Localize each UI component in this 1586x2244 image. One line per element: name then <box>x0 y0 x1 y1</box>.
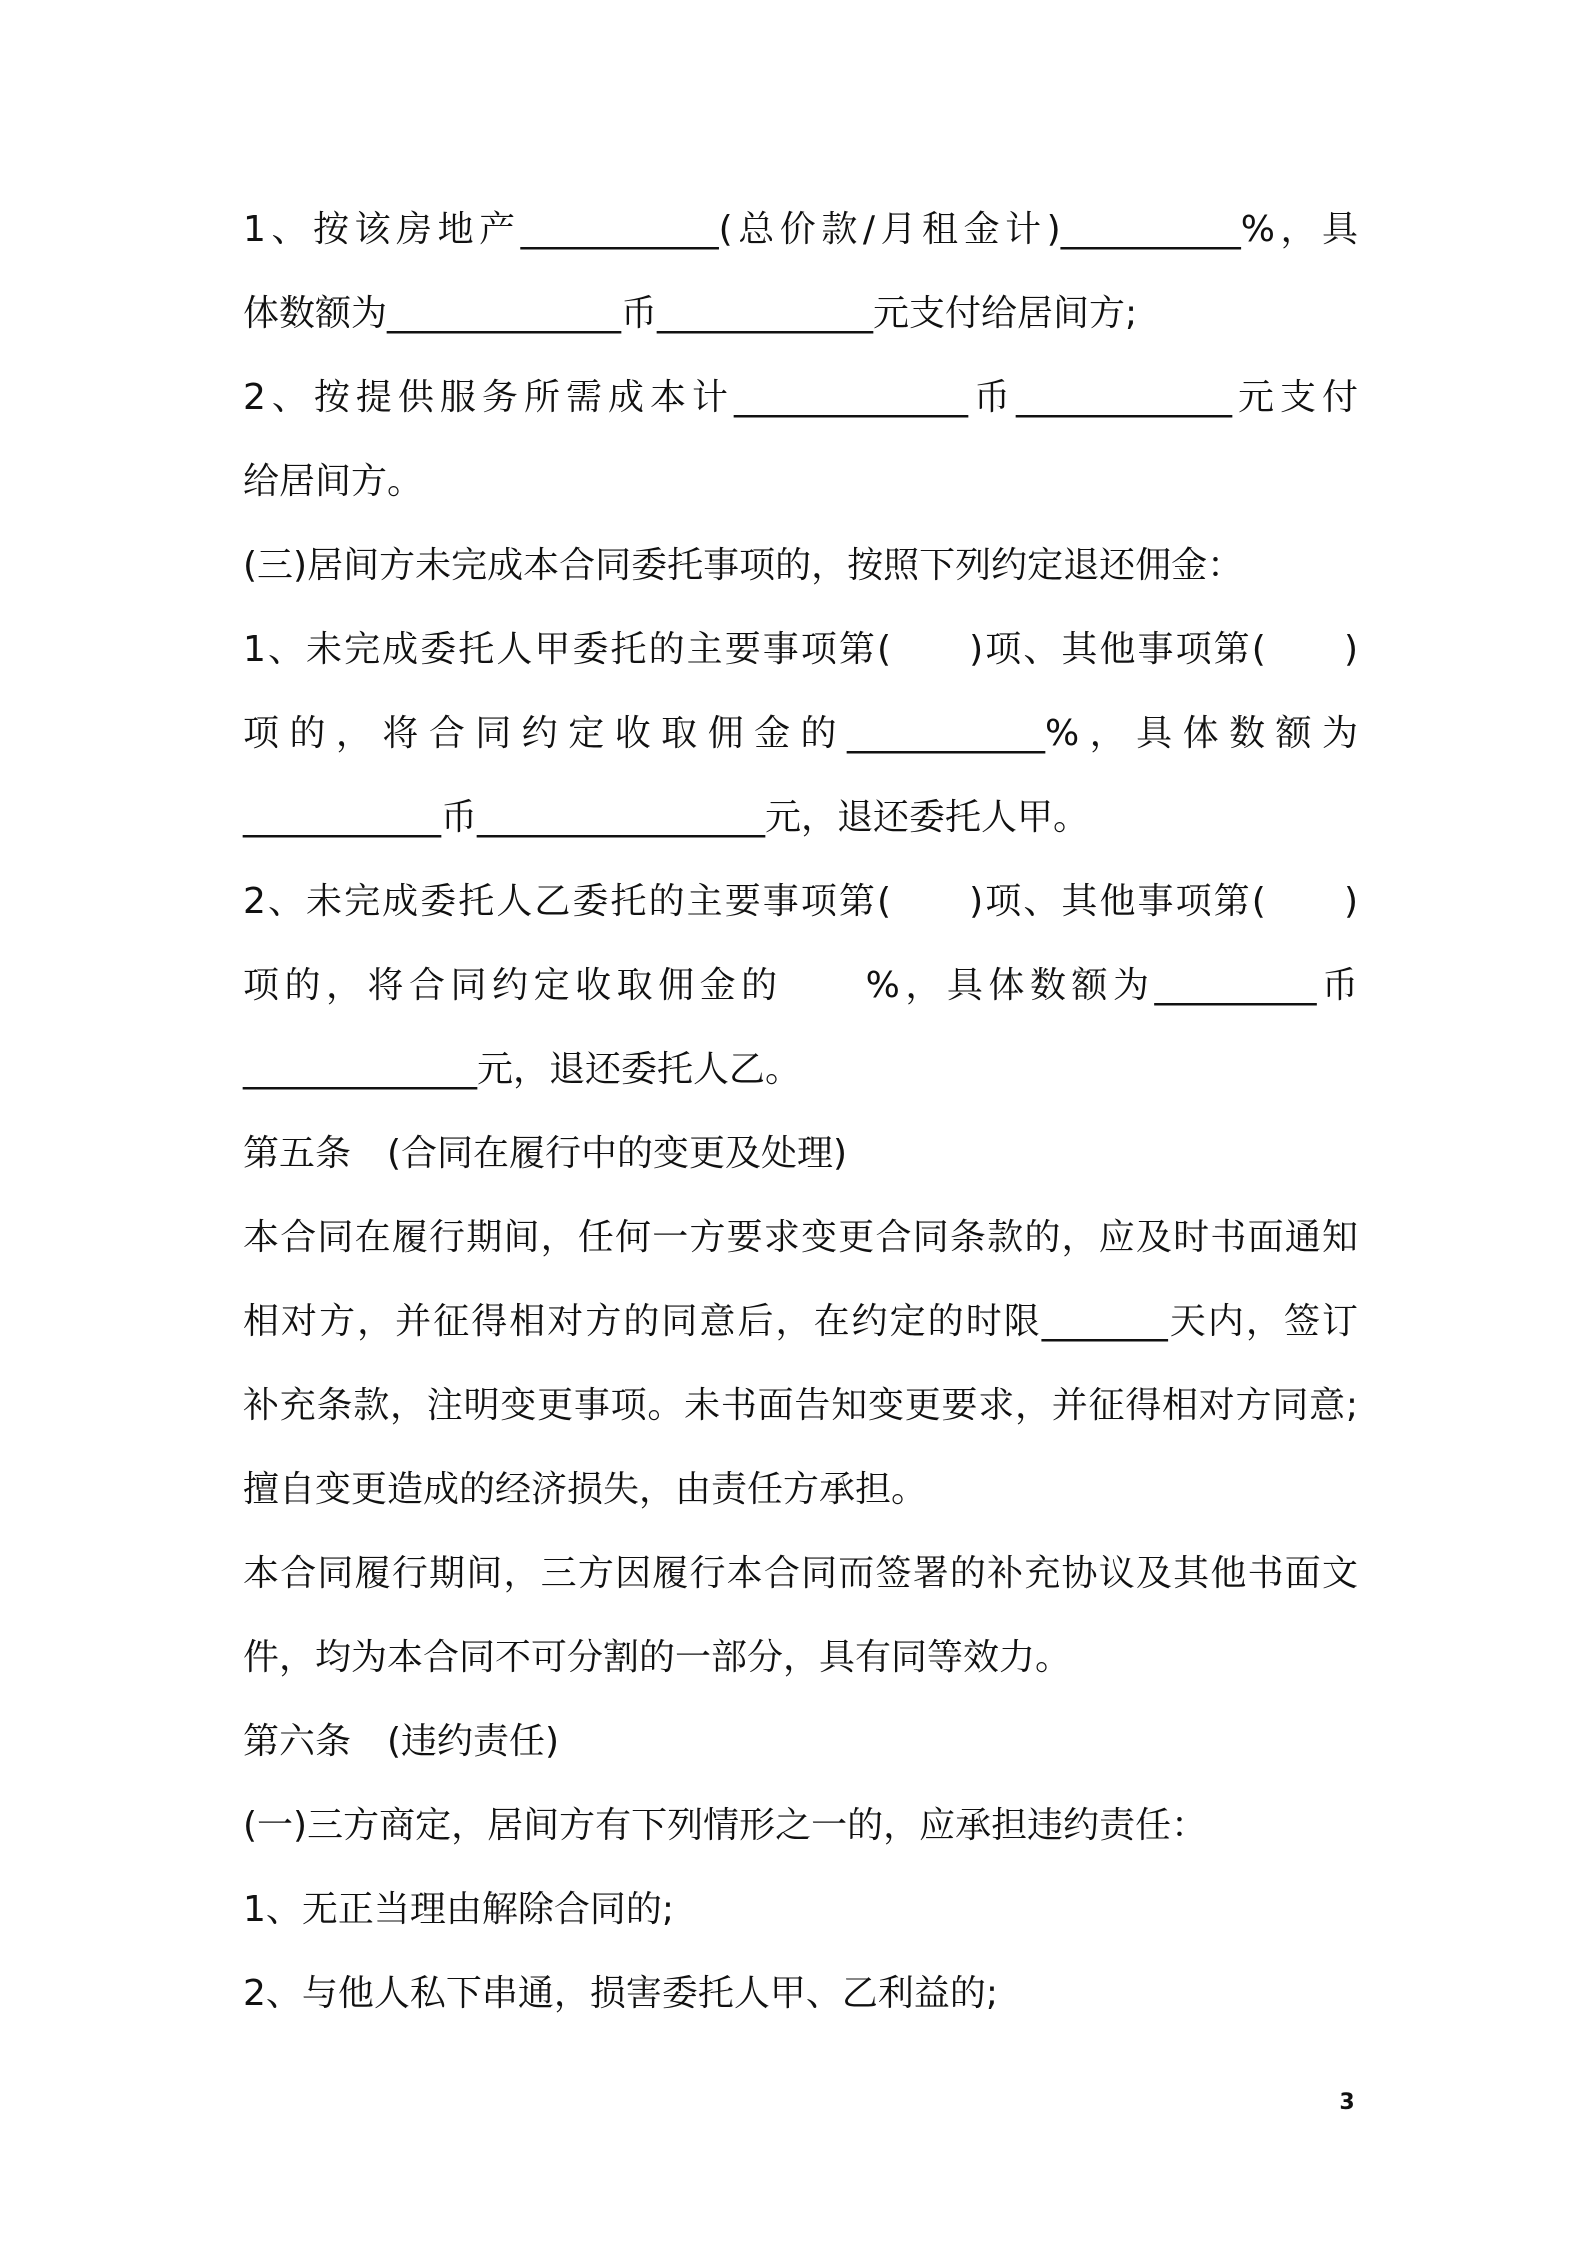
text-line-16: 擅自变更造成的经济损失，由责任方承担。 <box>243 1469 928 1510</box>
text-line-17: 本合同履行期间，三方因履行本合同而签署的补充协议及其他书面文 <box>243 1553 1358 1594</box>
page-number: 3 <box>1339 2090 1355 2115</box>
text-line-6: 1、未完成委托人甲委托的主要事项第( )项、其他事项第( ) <box>243 629 1358 670</box>
text-line-18: 件，均为本合同不可分割的一部分，具有同等效力。 <box>243 1637 1072 1678</box>
text-line-5: (三)居间方未完成本合同委托事项的，按照下列约定退还佣金： <box>243 545 1244 586</box>
section-heading-article-5: 第五条 (合同在履行中的变更及处理) <box>243 1133 848 1174</box>
section-heading-article-6: 第六条 (违约责任) <box>243 1721 560 1762</box>
text-line-7: 项的，将合同约定收取佣金的___________%，具体数额为 <box>243 713 1358 754</box>
text-line-1: 1、按该房地产___________(总价款/月租金计)__________%，具 <box>243 209 1358 250</box>
text-line-10: 项的，将合同约定收取佣金的 %，具体数额为_________币 <box>243 965 1358 1006</box>
text-line-20: (一)三方商定，居间方有下列情形之一的，应承担违约责任： <box>243 1805 1208 1846</box>
text-line-22: 2、与他人私下串通，损害委托人甲、乙利益的; <box>243 1973 999 2014</box>
text-line-13: 本合同在履行期间，任何一方要求变更合同条款的，应及时书面通知 <box>243 1217 1358 1258</box>
text-line-11: _____________元，退还委托人乙。 <box>243 1049 802 1090</box>
text-line-8: ___________币________________元，退还委托人甲。 <box>243 797 1090 838</box>
text-line-3: 2、按提供服务所需成本计_____________币____________元支付 <box>243 377 1358 418</box>
text-line-15: 补充条款，注明变更事项。未书面告知变更要求，并征得相对方同意; <box>243 1385 1358 1426</box>
text-line-4: 给居间方。 <box>243 461 424 502</box>
text-line-14: 相对方，并征得相对方的同意后，在约定的时限_______天内，签订 <box>243 1301 1358 1342</box>
text-line-21: 1、无正当理由解除合同的; <box>243 1889 675 1930</box>
text-line-2: 体数额为_____________币____________元支付给居间方; <box>243 293 1138 334</box>
text-line-9: 2、未完成委托人乙委托的主要事项第( )项、其他事项第( ) <box>243 881 1358 922</box>
